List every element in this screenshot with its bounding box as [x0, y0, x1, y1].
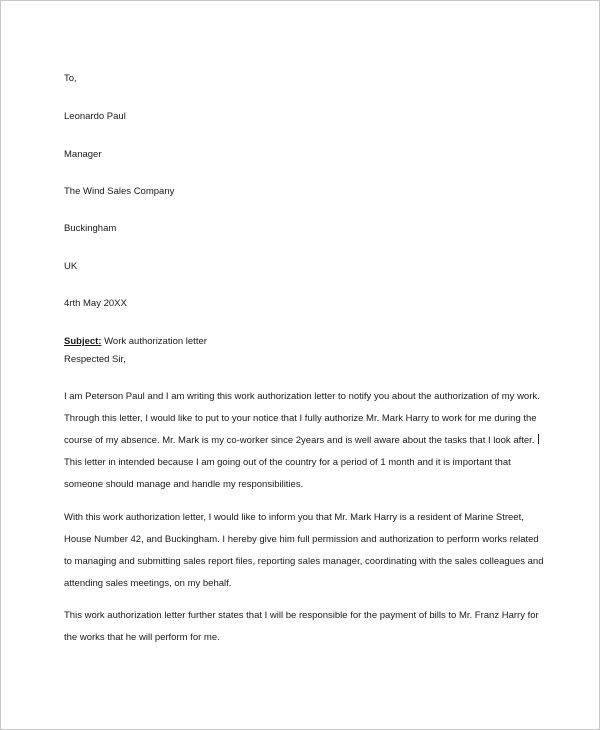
- recipient-name: Leonardo Paul: [64, 111, 126, 122]
- subject-line: [64, 336, 207, 348]
- subject-text: Work authorization letter: [101, 336, 207, 347]
- paragraph-2: With this work authorization letter, I would like to inform you that Mr. Mark Harry is a resident of Marine Street, House Number 42, and Buckingham. I hereby give him full permission and authorization to perform works related to managing and submitting sales report files, reporting sales manager, coordinating with the sales colleagues and attending sales meetings, on my behalf.: [64, 512, 544, 589]
- greeting: Respected Sir,: [64, 354, 126, 365]
- company-name: The Wind Sales Company: [64, 186, 175, 197]
- country: UK: [64, 261, 78, 272]
- letter-date: 4rth May 20XX: [64, 298, 127, 309]
- paragraph-1: [64, 386, 544, 496]
- city: Buckingham: [64, 223, 117, 234]
- text-cursor: [538, 434, 539, 444]
- salutation-to: To,: [64, 73, 77, 84]
- paragraph-1-part-1: I am Peterson Paul and I am writing this work authorization letter to notify you about the authorization of my work. Through this letter, I would like to put to your notice that I fully authorize Mr. Mark Harry to work for me during the course of my absence. Mr. Mark is my co-worker since 2years and is well aware about the tasks that I look after.: [64, 391, 540, 446]
- recipient-title: Manager: [64, 149, 102, 160]
- paragraph-1-part-2: This letter in intended because I am going out of the country for a period of 1 month and it is important that someone should manage and handle my responsibilities.: [64, 457, 511, 490]
- subject-label: Subject:: [64, 336, 102, 347]
- paragraph-3: This work authorization letter further states that I will be responsible for the payment of bills to Mr. Franz Harry for the works that he will perform for me.: [64, 610, 539, 643]
